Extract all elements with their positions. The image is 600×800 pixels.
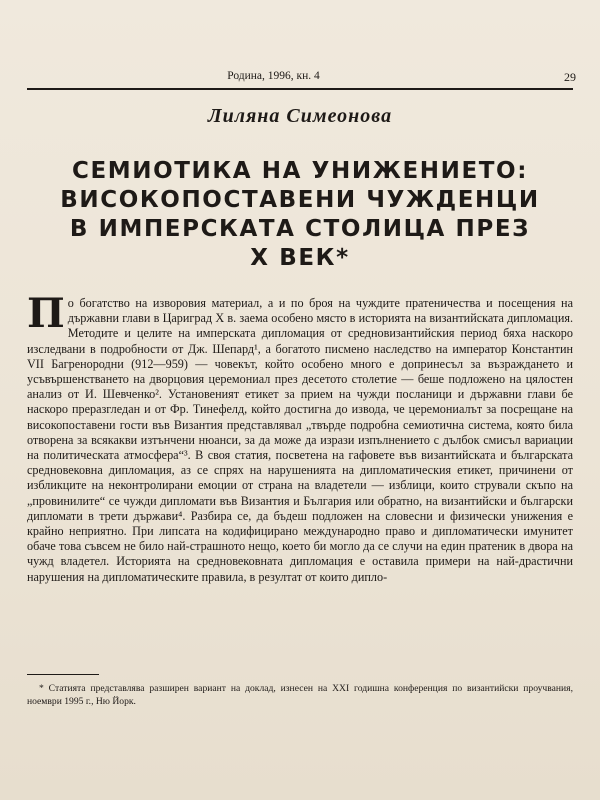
footnote: * Статията представлява разширен вариант на доклад, изнесен на XXI годишна конференция по византийски проучвания, ноември 1995 г., Ню Йорк.: [27, 683, 573, 707]
header-rule: [27, 88, 573, 90]
title-line-1: СЕМИОТИКА НА УНИЖЕНИЕТО:: [71, 158, 529, 184]
title-line-3: В ИМПЕРСКАТА СТОЛИЦА ПРЕЗ: [69, 216, 531, 242]
body-text: о богатство на изворовия материал, а и по броя на чуждите пратеничества и посещения на държавни глави в Цариград X в. заема особено място в историята на византийската дипломация. Методите и целите на имперската дипломация от средновизантийския период бяха наскоро изследвани в подробности от Дж. Шепард¹, а богатото писмено наследство на император Константин VII Багренородни (912—959) — човекът, който особено много е допринесъл за възраждането и усъвършенстването на дворцовия церемониал през десетото столетие — беше подложено на цялостен анализ от И. Шевченко². Установеният етикет за прием на чужди посланици и държавни глави бе наскоро преразгледан и от Фр. Тинефелд, който достигна до извода, че церемониалът за посрещане на високопоставени гости във Византия представлявал „твърде подробна семиотична система, която била отворена за всякакви изтънчени нюанси, за да може да изрази изпълнението с дълбок смисъл вариации на политическата атмосфера“³. В своя статия, посветена на гафовете във византийската и българската средновековна дипломация, аз се спрях на нарушенията на дипломатическия етикет, причинени от избликците на неконтролирани емоции от страна на владетели — изблици, които стрували скъпо на „провинилите“ се чужди дипломати във Византия и България или обратно, на византийски и български дипломати в трети държави⁴. Разбира се, да бъдеш подложен на словесни и физически унижения е крайно неприятно. При липсата на кодифицирано международно право и дипломатически имунитет обаче това съвсем не било най-страшното нещо, което би могло да се случи на един пратеник в двора на чужд владетел. Историята на средновековната дипломация е оставила примери на най-драстични нарушения на дипломатическите правила, в резултат от които дипло-: [27, 296, 573, 584]
title-line-2: ВИСОКОПОСТАВЕНИ ЧУЖДЕНЦИ: [60, 187, 540, 213]
footnote-rule: [27, 674, 99, 675]
article-title: [30, 157, 570, 273]
drop-cap: П: [27, 290, 65, 337]
running-title: Родина, 1996, кн. 4: [227, 70, 320, 82]
author-name: Лиляна Симеонова: [207, 105, 393, 127]
body-paragraph: [27, 290, 573, 585]
page-number: 29: [564, 70, 576, 84]
title-line-4: X ВЕК*: [250, 245, 350, 271]
running-head: [27, 70, 576, 88]
